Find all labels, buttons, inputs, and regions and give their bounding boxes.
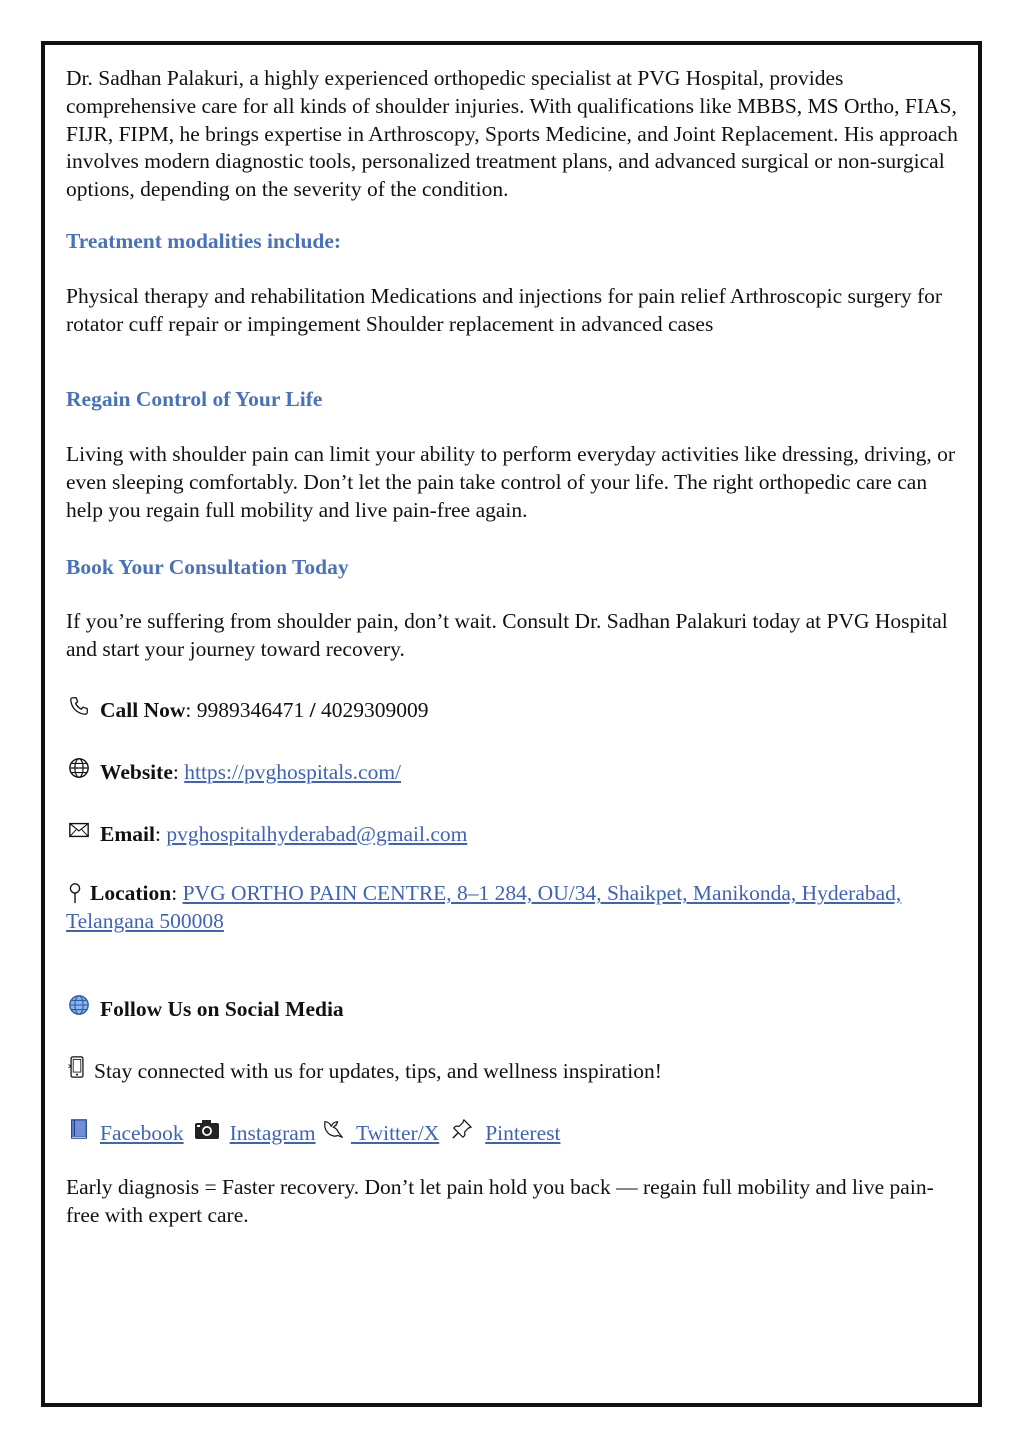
page-border [41, 41, 982, 1407]
treatment-heading: Treatment modalities include: [66, 228, 342, 253]
pushpin-icon [449, 1118, 475, 1140]
email-link[interactable]: pvghospitalhyderabad@gmail.com [166, 821, 468, 846]
phone-number-2[interactable]: 4029309009 [321, 697, 429, 722]
email-label: Email [100, 821, 155, 846]
regain-heading: Regain Control of Your Life [66, 387, 323, 412]
email-row: Email : pvghospitalhyderabad@gmail.com [66, 819, 958, 849]
book-icon [66, 1118, 92, 1140]
website-label: Website [100, 759, 173, 784]
globe-icon [66, 757, 92, 779]
document-body [66, 65, 958, 1230]
closing-paragraph: Early diagnosis = Faster recovery. Don’t let pain hold you back — regain full mobility and live pain-free with expert care. [66, 1175, 934, 1228]
social-heading: Follow Us on Social Media [100, 996, 344, 1021]
phone-icon [66, 695, 92, 717]
facebook-link[interactable]: Facebook [100, 1120, 184, 1145]
envelope-icon [66, 819, 92, 841]
book-paragraph: If you’re suffering from shoulder pain, don’t wait. Consult Dr. Sadhan Palakuri today at PVG Hospital and start your journey toward recovery. [66, 609, 948, 662]
social-links-row [66, 1118, 958, 1148]
call-label: Call Now [100, 697, 186, 722]
social-tagline-row [66, 1056, 958, 1086]
social-heading-row [66, 994, 958, 1024]
location-label: Location [90, 881, 172, 906]
phone-number-1[interactable]: 9989346471 [196, 697, 305, 722]
globe-color-icon [66, 994, 92, 1016]
website-row: Website : https://pvghospitals.com/ [66, 757, 958, 787]
social-tagline: Stay connected with us for updates, tips, and wellness inspiration! [94, 1058, 662, 1083]
pin-icon [66, 882, 84, 904]
location-row: Location: PVG ORTHO PAIN CENTRE, 8–1 284, OU/34, Shaikpet, Manikonda, Hyderabad, Telangana 500008 [66, 881, 902, 934]
treatment-paragraph: Physical therapy and rehabilitation Medications and injections for pain relief Arthroscopic surgery for rotator cuff repair or impingement Shoulder replacement in advanced cases [66, 283, 943, 336]
mobile-phone-icon [66, 1056, 88, 1078]
instagram-link[interactable]: Instagram [229, 1120, 316, 1145]
camera-icon [194, 1118, 220, 1140]
call-row: Call Now : 9989346471 / 4029309009 [66, 695, 958, 725]
phone-separator: / [309, 697, 316, 722]
intro-paragraph: Dr. Sadhan Palakuri, a highly experienced orthopedic specialist at PVG Hospital, provides comprehensive care for all kinds of shoulder injuries. With qualifications like MBBS, MS Ortho, FIAS, FIJR, FIPM, he brings expertise in Arthroscopy, Sports Medicine, and Joint Replacement. His approach involves modern diagnostic tools, personalized treatment plans, and advanced surgical or non-surgical options, depending on the severity of the condition. [66, 66, 958, 202]
bird-icon [321, 1118, 347, 1140]
pinterest-link[interactable]: Pinterest [485, 1120, 561, 1145]
twitter-link[interactable]: Twitter/X [355, 1120, 440, 1145]
website-link[interactable]: https://pvghospitals.com/ [184, 759, 402, 784]
book-heading: Book Your Consultation Today [66, 554, 349, 579]
location-link[interactable]: PVG ORTHO PAIN CENTRE, 8–1 284, OU/34, Shaikpet, Manikonda, Hyderabad, Telangana 500008 [66, 881, 902, 934]
regain-paragraph: Living with shoulder pain can limit your ability to perform everyday activities like dressing, driving, or even sleeping comfortably. Don’t let the pain take control of your life. The right orthopedic care can help you regain full mobility and live pain-free again. [66, 442, 956, 522]
